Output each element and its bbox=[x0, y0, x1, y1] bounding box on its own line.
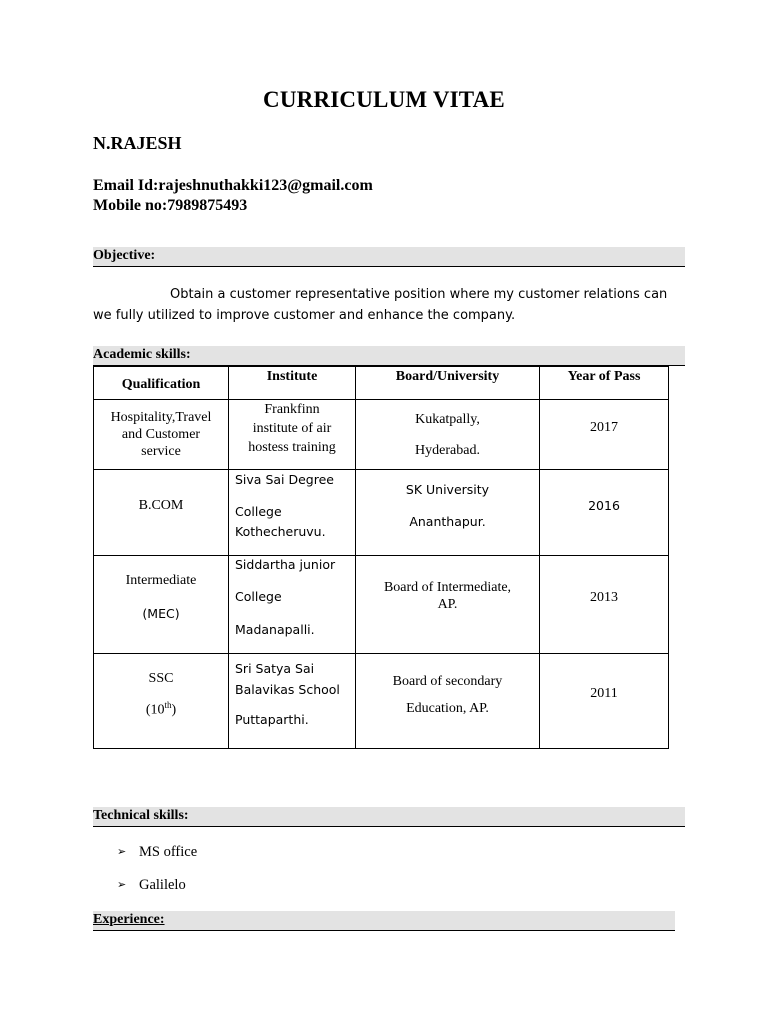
table-header-row bbox=[94, 367, 669, 400]
year-cell: 2011 bbox=[540, 654, 669, 749]
qualification-cell: B.COM bbox=[94, 470, 229, 556]
year-cell: 2017 bbox=[540, 400, 669, 470]
institute-cell: Frankfinn institute of air hostess training bbox=[229, 400, 356, 470]
list-item: ➢ MS office bbox=[117, 844, 198, 860]
arrow-bullet-icon: ➢ bbox=[117, 879, 127, 891]
year-cell: 2013 bbox=[540, 556, 669, 654]
mobile-line: Mobile no:7989875493 bbox=[93, 197, 248, 214]
academic-section-header bbox=[93, 346, 685, 366]
board-cell: Board of secondary Education, AP. bbox=[356, 654, 540, 749]
technical-section-header bbox=[93, 807, 685, 827]
table-row bbox=[94, 400, 669, 470]
header-year: Year of Pass bbox=[540, 367, 669, 400]
objective-heading: Objective: bbox=[93, 248, 156, 263]
qualification-cell: SSC (10th) bbox=[94, 654, 229, 749]
header-qualification: Qualification bbox=[94, 367, 229, 400]
header-institute: Institute bbox=[229, 367, 356, 400]
ssc-grade: (10th) bbox=[145, 700, 177, 718]
email-line: Email Id:rajeshnuthakki123@gmail.com bbox=[93, 177, 373, 194]
objective-body: Obtain a customer representative position where my customer relations can we fully utilized to improve customer and enhance the company. bbox=[93, 287, 668, 323]
institute-cell: Siddartha junior College Madanapalli. bbox=[229, 556, 356, 654]
institute-cell: Siva Sai Degree College Kothecheruvu. bbox=[229, 470, 356, 556]
year-cell: 2016 bbox=[540, 470, 669, 556]
document-title: CURRICULUM VITAE bbox=[263, 87, 505, 112]
table-row bbox=[94, 470, 669, 556]
institute-cell: Sri Satya Sai Balavikas School Puttaparthi. bbox=[229, 654, 356, 749]
header-board: Board/University bbox=[356, 367, 540, 400]
academic-heading: Academic skills: bbox=[93, 347, 191, 362]
objective-text bbox=[93, 284, 683, 326]
candidate-name: N.RAJESH bbox=[93, 133, 182, 153]
list-item: ➢ Galilelo bbox=[117, 877, 186, 893]
board-cell: Kukatpally, Hyderabad. bbox=[356, 400, 540, 470]
technical-heading: Technical skills: bbox=[93, 808, 189, 823]
board-cell: SK University Ananthapur. bbox=[356, 470, 540, 556]
objective-section-header bbox=[93, 247, 685, 267]
board-cell: Board of Intermediate, AP. bbox=[356, 556, 540, 654]
experience-section-header bbox=[93, 911, 675, 931]
table-row bbox=[94, 654, 669, 749]
qualification-cell: Hospitality,Travel and Customer service bbox=[94, 400, 229, 470]
qualification-cell: Intermediate (MEC) bbox=[94, 556, 229, 654]
academic-table bbox=[93, 366, 669, 749]
table-row bbox=[94, 556, 669, 654]
arrow-bullet-icon: ➢ bbox=[117, 846, 127, 858]
experience-heading: Experience: bbox=[93, 912, 165, 927]
